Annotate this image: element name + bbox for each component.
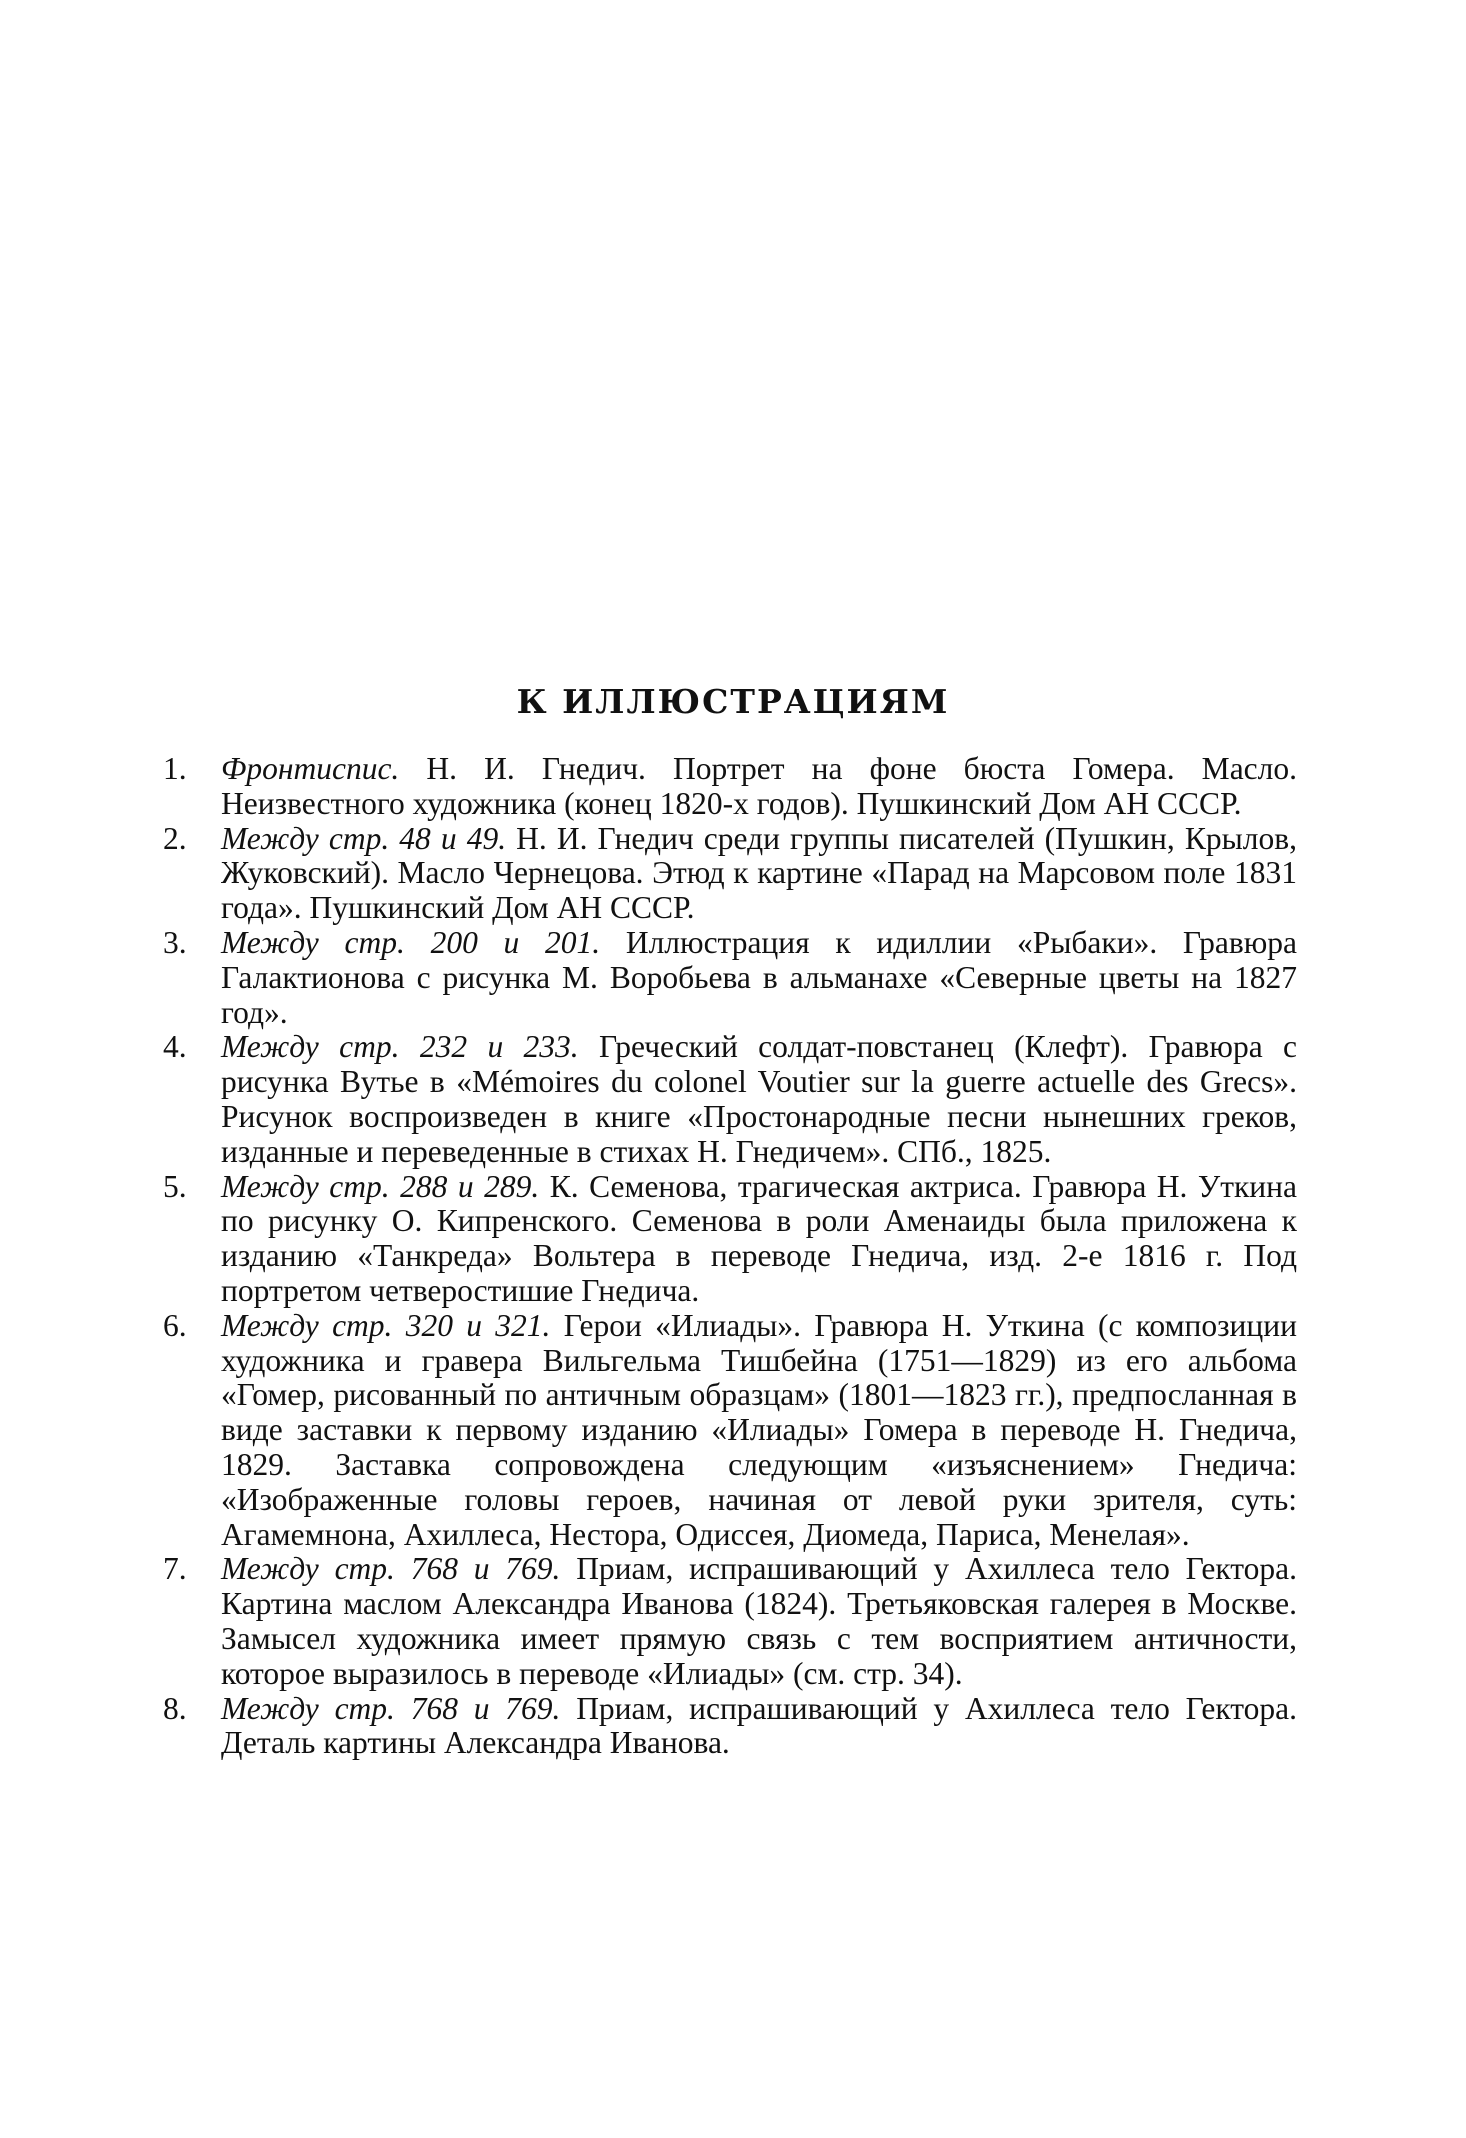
- illustration-entry: [163, 1309, 1297, 1553]
- entry-description: Приам, испрашивающий у Ахиллеса тело Гектора. Картина маслом Александра Иванова (1824). Третьяковская галерея в Москве. Замысел художника имеет прямую связь с тем восприятием античности, которое выразилось в переводе «Илиады» (см. стр. 34).: [221, 1551, 1297, 1691]
- entry-location: Между стр. 232 и 233.: [221, 1029, 600, 1065]
- entry-location: Между стр. 320 и 321.: [221, 1307, 564, 1343]
- illustration-list: [163, 752, 1297, 1761]
- entry-location: Фронтиспис.: [221, 751, 427, 786]
- entry-location: Между стр. 288 и 289.: [221, 1168, 550, 1204]
- illustration-entry: [163, 752, 1297, 822]
- illustration-entry: [163, 1552, 1297, 1691]
- entry-description: Иллюстрация к идиллии «Рыбаки». Гравюра Галактионова с рисунка М. Воробьева в альманахе «Северные цветы на 1827 год».: [221, 924, 1297, 1030]
- entry-location: Между стр. 200 и 201.: [221, 924, 626, 960]
- entry-description: Н. И. Гнедич среди группы писателей (Пушкин, Крылов, Жуковский). Масло Чернецова. Этюд к картине «Парад на Марсовом поле 1831 года». Пушкинский Дом АН СССР.: [221, 820, 1297, 926]
- entry-number: 3.: [163, 924, 187, 960]
- entry-location: Между стр. 48 и 49.: [221, 820, 517, 856]
- entry-number: 7.: [163, 1551, 187, 1587]
- entry-location: Между стр. 768 и 769.: [221, 1690, 577, 1726]
- entry-number: 5.: [163, 1168, 187, 1204]
- entry-description: Герои «Илиады». Гравюра Н. Уткина (с композиции художника и гравера Вильгельма Тишбейна (1751—1829) из его альбома «Гомер, рисованный по античным образцам» (1801—1823 гг.), предпосланная в виде заставки к первому изданию «Илиады» Гомера в переводе Н. Гнедича, 1829. Заставка сопровождена следующим «изъяснением» Гнедича: «Изображенные головы героев, начиная от левой руки зрителя, суть: Агамемнона, Ахиллеса, Нестора, Одиссея, Диомеда, Париса, Менелая».: [221, 1307, 1297, 1552]
- illustration-entry: [163, 1030, 1297, 1169]
- entry-location: Между стр. 768 и 769.: [221, 1551, 577, 1587]
- entry-description: Н. И. Гнедич. Портрет на фоне бюста Гомера. Масло. Неизвестного художника (конец 1820-х годов). Пушкинский Дом АН СССР.: [221, 751, 1297, 821]
- entry-description: Греческий солдат-повстанец (Клефт). Гравюра с рисунка Вутье в «Mémoires du colonel Voutier sur la guerre actuelle des Grecs». Рисунок воспроизведен в книге «Простонародные песни нынешних греков, изданные и переведенные в стихах Н. Гнедичем». СПб., 1825.: [221, 1029, 1297, 1169]
- entry-number: 8.: [163, 1690, 187, 1726]
- entry-description: Приам, испрашивающий у Ахиллеса тело Гектора. Деталь картины Александра Иванова.: [221, 1690, 1297, 1761]
- illustration-entry: [163, 1692, 1297, 1762]
- entry-number: 6.: [163, 1307, 187, 1343]
- entry-number: 1.: [163, 751, 187, 786]
- illustration-entry: [163, 1170, 1297, 1309]
- entry-number: 2.: [163, 820, 187, 856]
- entry-description: К. Семенова, трагическая актриса. Гравюра Н. Уткина по рисунку О. Кипренского. Семенова в роли Аменаиды была приложена к изданию «Танкреда» Вольтера в переводе Гнедича, изд. 2-е 1816 г. Под портретом четверостишие Гнедича.: [221, 1168, 1297, 1308]
- illustration-entry: [163, 822, 1297, 926]
- section-heading: К ИЛЛЮСТРАЦИЯМ: [516, 682, 950, 721]
- illustration-entry: [163, 926, 1297, 1030]
- entry-number: 4.: [163, 1029, 187, 1065]
